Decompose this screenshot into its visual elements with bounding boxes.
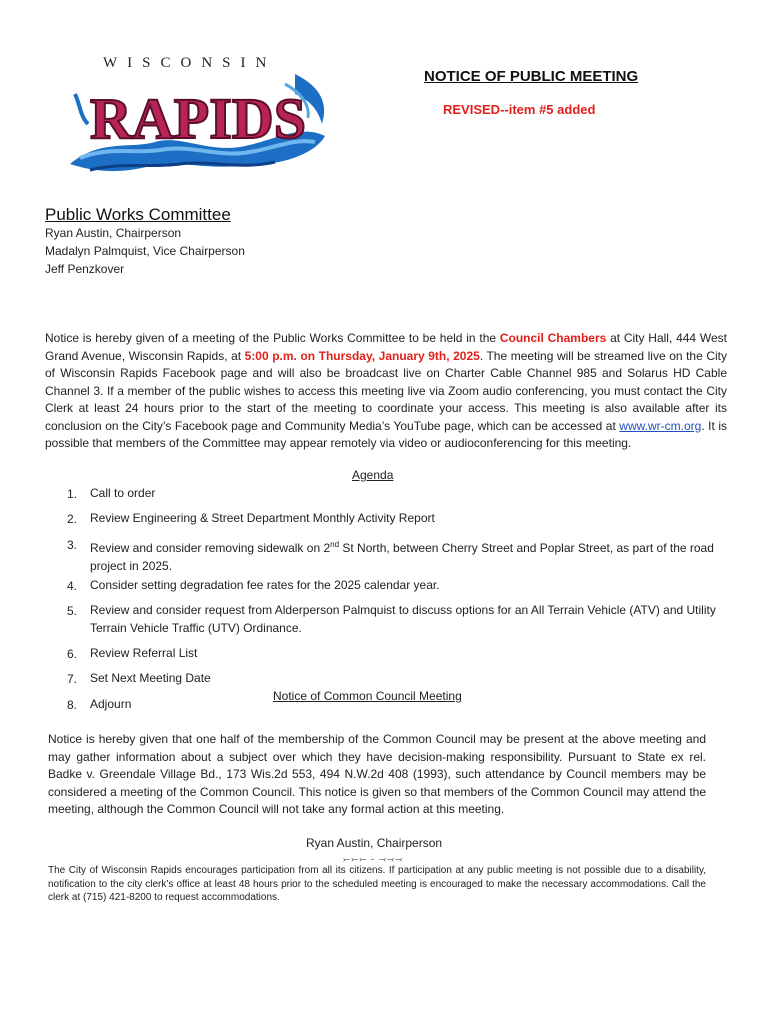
revised-note: REVISED--item #5 added	[443, 102, 596, 117]
agenda-number: 6.	[67, 647, 78, 661]
agenda-title: Agenda	[352, 468, 394, 482]
agenda-item: Consider setting degradation fee rates for the 2025 calendar year.	[90, 578, 440, 592]
agenda-number: 7.	[67, 672, 78, 686]
agenda-number: 8.	[67, 698, 78, 712]
meeting-notice-paragraph	[45, 330, 727, 453]
notice-text: Notice is hereby given of a meeting of the Public Works Committee to be held in the	[45, 331, 500, 345]
notice-text: . The meeting will be streamed live on the City of Wisconsin Rapids Facebook page and will also be broadcast live on Charter Cable Channel 985 and Solarus HD Cable Channel 3. If a member of the public wishes to access this meeting live via Zoom audio conferencing, you must contact the City Clerk at least 24 hours prior to the start of the meeting to coordinate your access. This meeting is also available after its conclusion on the City’s Facebook page and Community Media’s YouTube page, which can be accessed at	[45, 348, 727, 433]
committee-member: Jeff Penzkover	[45, 262, 125, 276]
agenda-number: 4.	[67, 579, 78, 593]
agenda-item-text: St North, between Cherry Street and Poplar Street, as part of the road project in 2025.	[90, 541, 714, 573]
notice-title: NOTICE OF PUBLIC MEETING	[424, 68, 639, 85]
agenda-number: 5.	[67, 604, 78, 618]
accessibility-notice: The City of Wisconsin Rapids encourages participation from all its citizens. If participation at any public meeting is not possible due to a disability, notification to the city clerk’s office at least 48 hours prior to the scheduled meeting is encouraged to make the necessary accommodations. Call the clerk at (715) 421-8200 to request accommodations.	[48, 865, 706, 903]
wisconsin-rapids-logo	[60, 54, 350, 184]
committee-title: Public Works Committee	[45, 205, 231, 224]
agenda-item: Adjourn	[90, 697, 132, 711]
agenda-number: 3.	[67, 538, 78, 552]
signature-flourish: ⤚⤚⤚ - ⤙⤙⤙	[343, 854, 404, 864]
committee-member: Ryan Austin, Chairperson	[45, 226, 182, 240]
agenda-item: Review Referral List	[90, 646, 198, 660]
agenda-item	[90, 536, 726, 575]
agenda-item: Set Next Meeting Date	[90, 671, 211, 685]
logo-main-word: RAPIDS	[90, 86, 306, 151]
agenda-item-text: Review and consider removing sidewalk on 2	[90, 541, 331, 555]
committee-member: Madalyn Palmquist, Vice Chairperson	[45, 244, 245, 258]
logo-top-word: WISCONSIN	[103, 55, 277, 71]
agenda-item: Call to order	[90, 486, 156, 500]
notice-text: at City Hall, 444 West Grand Avenue, Wisconsin Rapids, at	[45, 331, 727, 363]
agenda-item: Review Engineering & Street Department Monthly Activity Report	[90, 511, 435, 525]
common-council-notice: Notice is hereby given that one half of the membership of the Common Council may be present at the above meeting and may gather information about a subject over which they have decision-making responsibility. Pursuant to State ex rel. Badke v. Greendale Village Bd., 173 Wis.2d 553, 494 N.W.2d 408 (1993), such attendance by Council members may be considered a meeting of the Common Council. This notice is given so that members of the Common Council may attend the meeting, although the Common Council will not take any formal action at this meeting.	[48, 732, 706, 816]
agenda-number: 1.	[67, 487, 78, 501]
meeting-time: 5:00 p.m. on Thursday, January 9th, 2025	[244, 348, 480, 363]
wr-cm-link[interactable]: www.wr-cm.org	[619, 418, 702, 433]
ordinal-suffix: nd	[330, 540, 340, 549]
meeting-location: Council Chambers	[499, 331, 607, 345]
signer-name: Ryan Austin, Chairperson	[306, 836, 443, 850]
agenda-item: Review and consider request from Alderperson Palmquist to discuss options for an All Terrain Vehicle (ATV) and Utility Terrain Vehicle Traffic (UTV) Ordinance.	[90, 603, 716, 635]
common-council-title: Notice of Common Council Meeting	[273, 689, 462, 703]
agenda-number: 2.	[67, 512, 78, 526]
notice-text: . It is possible that members of the Committee may appear remotely via video or audioconferencing for this meeting.	[45, 418, 728, 450]
